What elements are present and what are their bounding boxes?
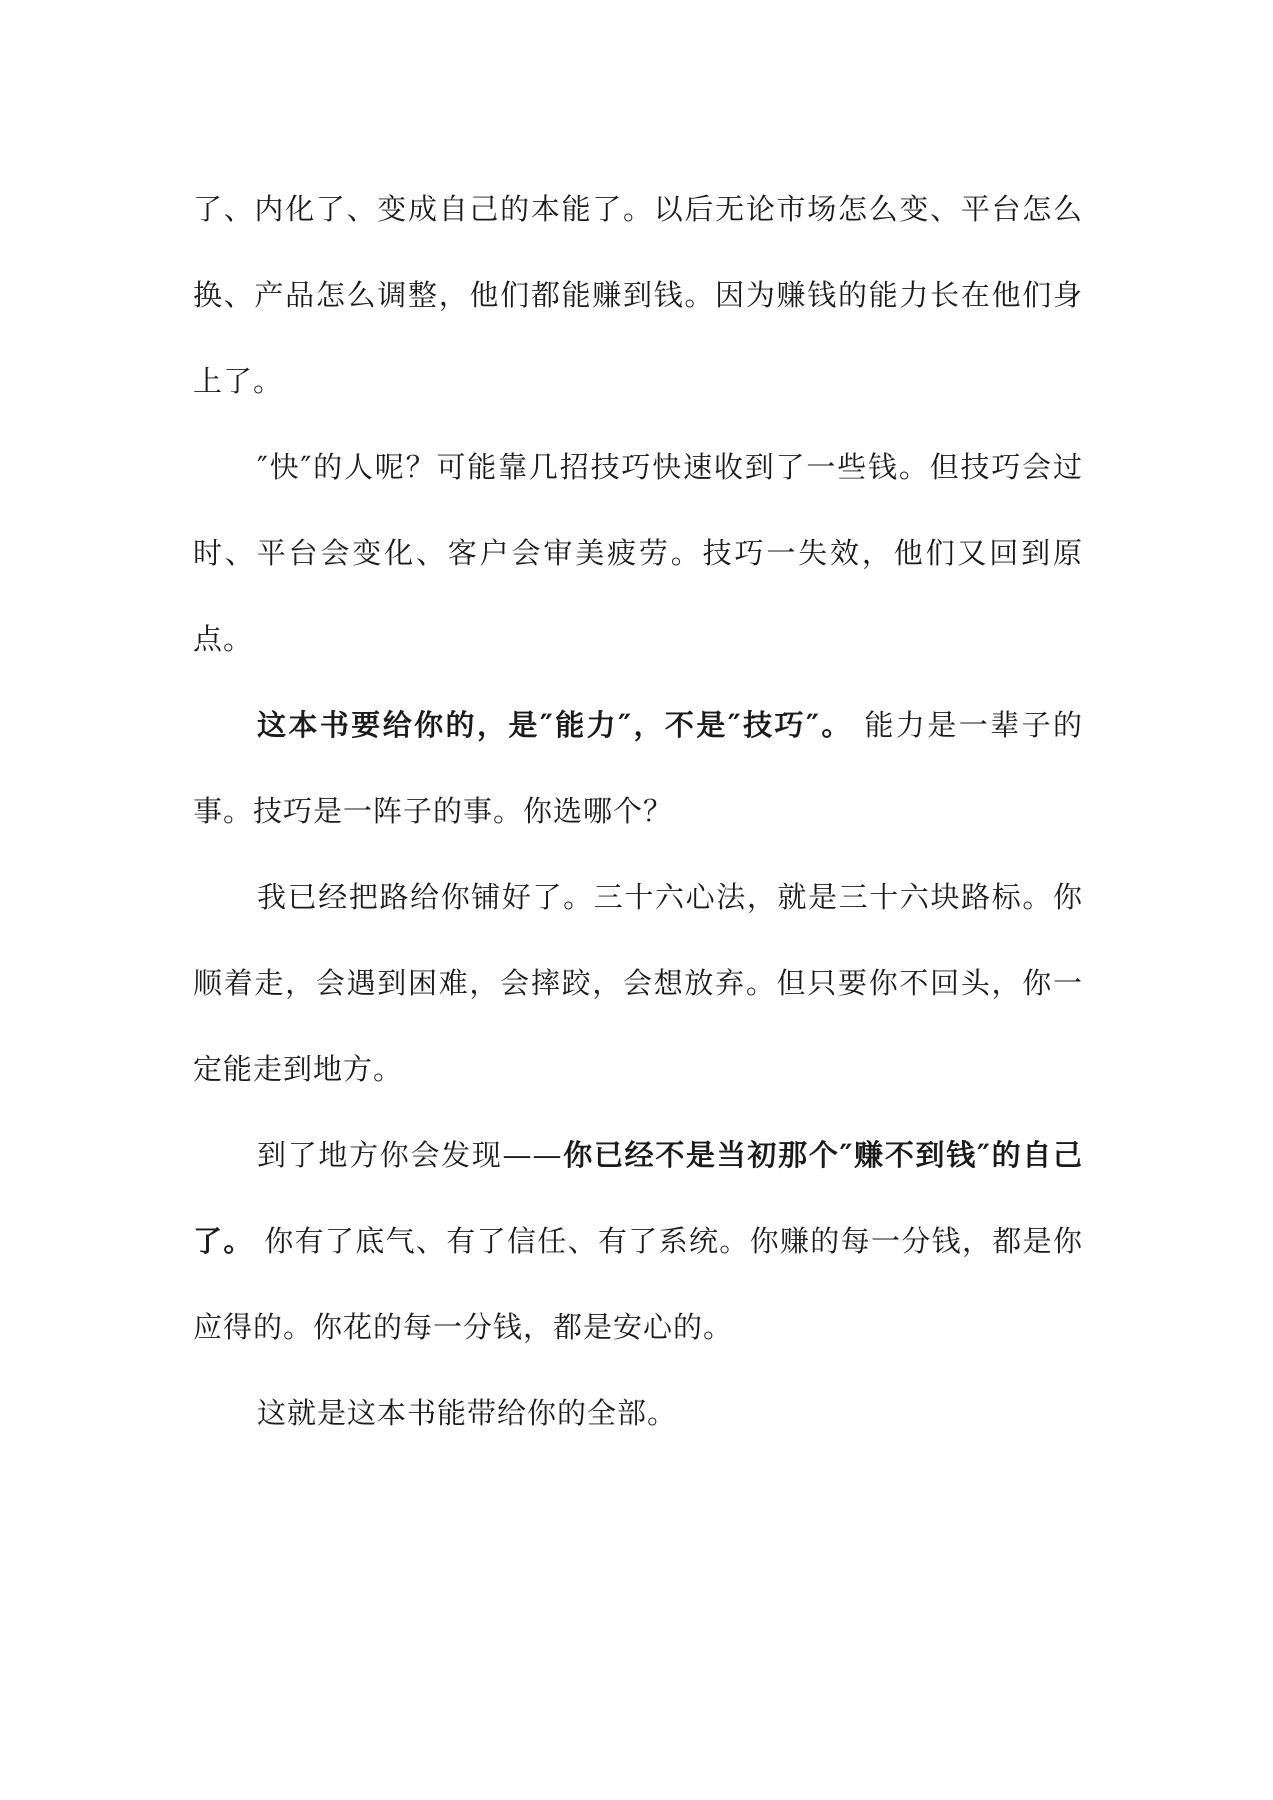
paragraph-3 — [193, 682, 1083, 854]
paragraph-6-text: 这就是这本书能带给你的全部。 — [257, 1396, 678, 1430]
paragraph-2-text: ″快″的人呢？可能靠几招技巧快速收到了一些钱。但技巧会过时、平台会变化、客户会审美疲劳。技巧一失效，他们又回到原点。 — [193, 450, 1083, 656]
paragraph-3-text: 能力是一辈子的事。技巧是一阵子的事。你选哪个？ — [193, 708, 1084, 828]
paragraph-6 — [193, 1370, 1083, 1456]
paragraph-5-text-end: 你有了底气、有了信任、有了系统。你赚的每一分钱，都是你应得的。你花的每一分钱，都是安心的。 — [193, 1224, 1083, 1344]
paragraph-4 — [193, 854, 1083, 1112]
paragraph-1 — [193, 166, 1083, 424]
paragraph-2 — [193, 424, 1083, 682]
paragraph-5 — [193, 1112, 1083, 1370]
paragraph-1-text: 了、内化了、变成自己的本能了。以后无论市场怎么变、平台怎么换、产品怎么调整，他们都能赚到钱。因为赚钱的能力长在他们身上了。 — [193, 192, 1083, 398]
paragraph-4-text: 我已经把路给你铺好了。三十六心法，就是三十六块路标。你顺着走，会遇到困难，会摔跤，会想放弃。但只要你不回头，你一定能走到地方。 — [193, 880, 1083, 1086]
body-text — [193, 166, 1083, 1456]
paragraph-5-bold-text: 你已经不是当初那个″赚不到钱″的自己了。 — [193, 1138, 1083, 1258]
paragraph-5-text-start: 到了地方你会发现—— — [257, 1138, 563, 1172]
paragraph-3-bold-text: 这本书要给你的，是″能力″，不是″技巧″。 — [257, 708, 853, 742]
